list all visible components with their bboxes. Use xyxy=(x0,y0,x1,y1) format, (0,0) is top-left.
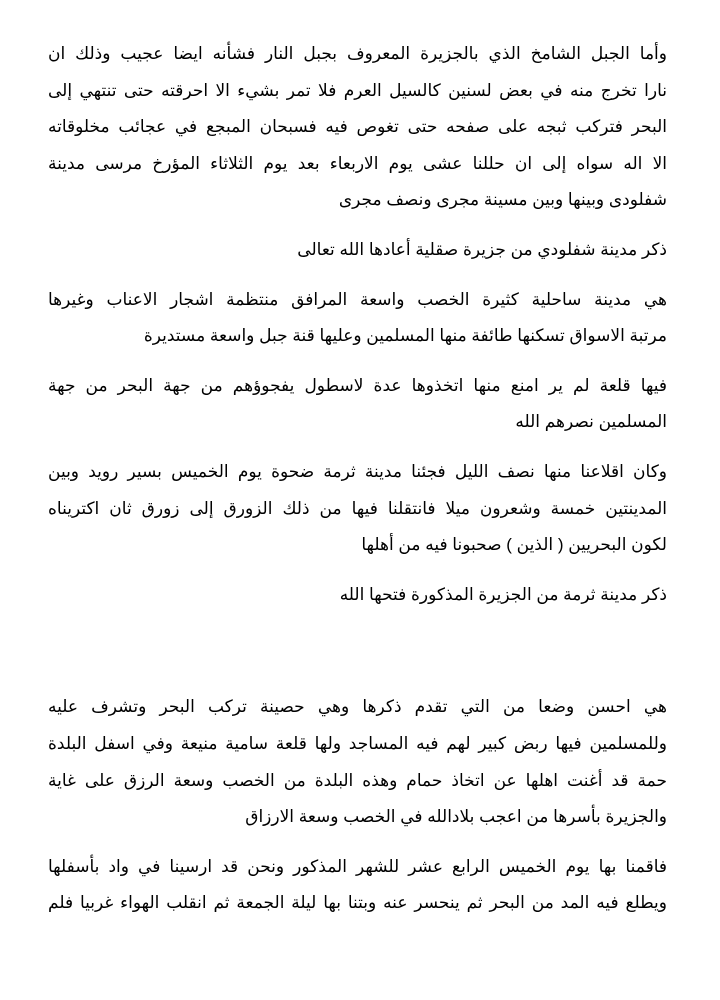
text-line: فيها قلعة لم ير امنع منها اتخذوها عدة لاسطول يفجوؤهم من جهة البحر من جهة xyxy=(48,375,667,395)
text-line: المدينتين خمسة وشعرون ميلا فانتقلنا فيها من ذلك الزورق إلى زورق ثان اكتريناه xyxy=(48,498,667,518)
paragraph-shafludi-fortress xyxy=(48,368,667,441)
text-line: شفلودى وبينها وبين مسينة مجرى ونصف مجرى xyxy=(338,190,667,210)
section-heading-shafludi: ذكر مدينة شفلودي من جزيرة صقلية أعادها الله تعالى xyxy=(297,239,667,259)
paragraph-departure xyxy=(48,454,667,564)
paragraph-stay-in-thirma xyxy=(48,849,667,922)
blank-space xyxy=(48,626,667,689)
text-line: مرتبة الاسواق تسكنها طائفة منها المسلمين وعليها قنة جبل واسعة مستديرة xyxy=(143,326,667,346)
text-line: وأما الجبل الشامخ الذي بالجزيرة المعروف بجبل النار فشأنه ايضا عجيب وذلك ان xyxy=(48,44,667,63)
text-line: هي مدينة ساحلية كثيرة الخصب واسعة المرافق منتظمة اشجار الاعناب وغيرها xyxy=(48,289,667,309)
text-line: لكون البحريين ( الذين ) صحبونا فيه من أهلها xyxy=(361,535,667,555)
text-line: فاقمنا بها يوم الخميس الرابع عشر للشهر المذكور ونحن قد ارسينا في واد بأسفلها xyxy=(48,856,667,876)
text-line: ويطلع فيه المد من البحر ثم ينحسر عنه وبتنا بها ليلة الجمعة ثم انقلب الهواء غربيا فلم xyxy=(48,893,667,913)
text-line: المسلمين نصرهم الله xyxy=(515,412,667,432)
text-line: البحر فتركب ثبجه على صفحه حتى تغوص فيه فسبحان المبجع في عجائب مخلوقاته xyxy=(48,117,667,137)
text-line: نارا تخرج منه في بعض لسنين كالسيل العرم فلا تمر بشيء الا احرقته حتى تنتهي إلى xyxy=(48,80,667,100)
text-line: والجزيرة بأسرها من اعجب بلادالله في الخصب وسعة الارزاق xyxy=(245,807,667,827)
text-line: حمة قد أغنت اهلها عن اتخاذ حمام وهذه البلدة من الخصب وسعة الرزق على غاية xyxy=(48,770,667,790)
document-page xyxy=(48,36,667,935)
text-line: هي احسن وضعا من التي تقدم ذكرها وهي حصينة تركب البحر وتشرف عليه xyxy=(48,697,667,717)
text-line: وكان اقلاعنا منها نصف الليل فجئنا مدينة ثرمة ضحوة يوم الخميس بسير رويد وبين xyxy=(48,461,667,481)
text-line: وللمسلمين فيها ربض كبير لهم فيه المساجد ولها قلعة سامية منيعة وفي اسفل البلدة xyxy=(48,733,667,753)
paragraph-shafludi-description xyxy=(48,282,667,355)
paragraph-thirma-description xyxy=(48,689,667,835)
paragraph-mount-of-fire xyxy=(48,36,667,219)
section-heading-thirma: ذكر مدينة ثرمة من الجزيرة المذكورة فتحها الله xyxy=(339,584,667,604)
text-line: الا اله سواه إلى ان حللنا عشى يوم الاربعاء بعد يوم الثلاثاء المؤرخ مرسى مدينة xyxy=(48,153,667,173)
